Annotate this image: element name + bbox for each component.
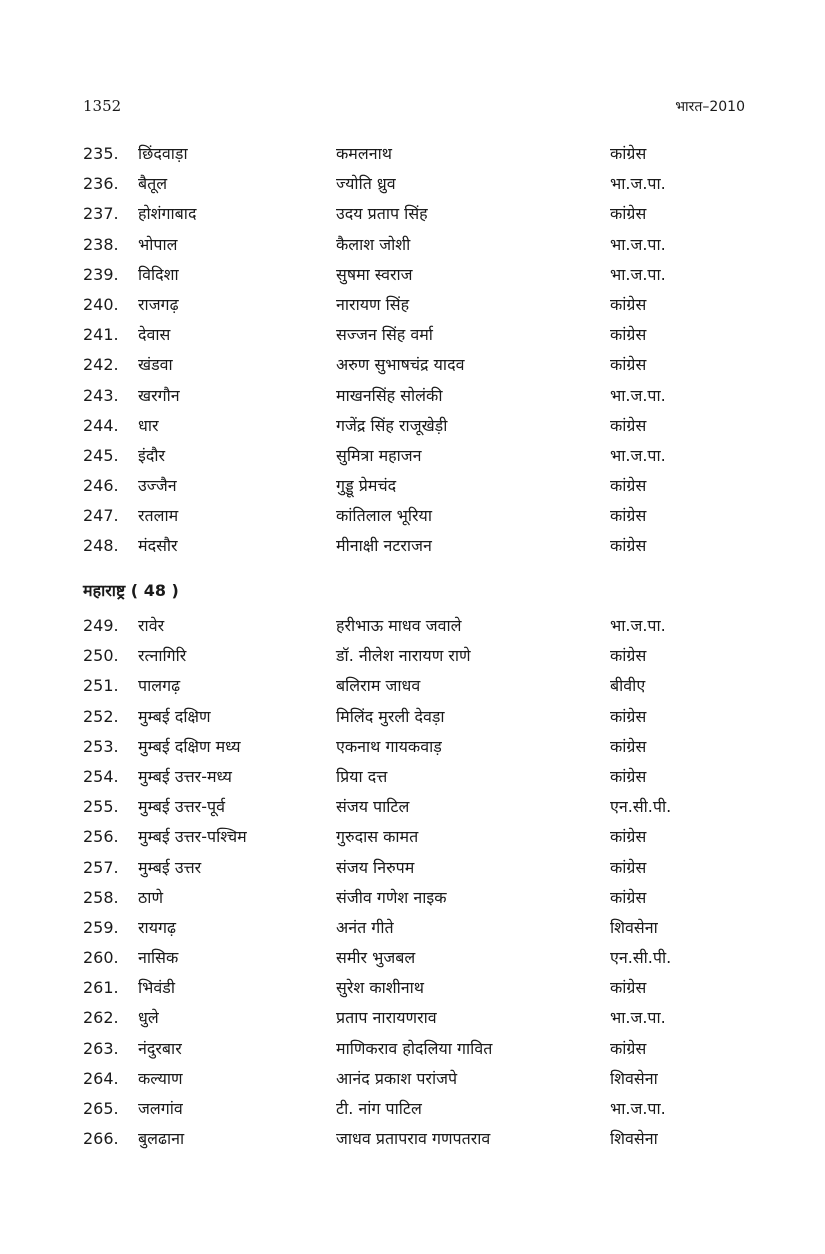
constituency-name: छिंदवाड़ा: [138, 144, 188, 163]
table-row: [83, 501, 745, 531]
table-row: [83, 611, 745, 641]
constituency-list-maharashtra: [83, 611, 745, 1154]
party-name: बीवीए: [610, 676, 646, 696]
member-name: टी. नांग पाटिल: [336, 1099, 422, 1118]
row-number: 255.: [83, 797, 119, 817]
table-row: [83, 230, 745, 260]
constituency-name: मुम्बई उत्तर: [138, 857, 202, 877]
member-name: सुरेश काशीनाथ: [336, 978, 425, 998]
constituency-name: रावेर: [138, 616, 165, 635]
member-name: कमलनाथ: [336, 144, 392, 163]
party-name: कांग्रेस: [610, 827, 647, 847]
row-number: 257.: [83, 857, 119, 877]
table-row: [83, 853, 745, 883]
member-name: अनंत गीते: [336, 917, 394, 937]
row-number: 266.: [83, 1129, 119, 1149]
table-row: [83, 531, 745, 561]
party-name: एन.सी.पी.: [610, 797, 672, 817]
row-number: 265.: [83, 1099, 119, 1118]
party-name: कांग्रेस: [610, 736, 647, 756]
member-name: प्रताप नारायणराव: [336, 1008, 437, 1028]
party-name: कांग्रेस: [610, 536, 647, 556]
row-number: 238.: [83, 234, 119, 254]
row-number: 240.: [83, 294, 119, 314]
member-name: हरीभाऊ माधव जवाले: [336, 616, 462, 635]
table-row: [83, 260, 745, 290]
party-name: कांग्रेस: [610, 766, 647, 786]
constituency-name: खंडवा: [138, 355, 173, 375]
member-name: माखनसिंह सोलंकी: [336, 385, 443, 405]
table-row: [83, 441, 745, 471]
constituency-name: रत्नागिरि: [138, 646, 187, 666]
member-name: मिलिंद मुरली देवड़ा: [336, 706, 445, 726]
table-row: [83, 792, 745, 822]
constituency-name: मुम्बई उत्तर-पूर्व: [138, 797, 225, 817]
constituency-name: बैतूल: [138, 174, 168, 194]
table-row: [83, 671, 745, 701]
member-name: कांतिलाल भूरिया: [336, 506, 432, 526]
party-name: कांग्रेस: [610, 646, 647, 666]
party-name: भा.ज.पा.: [610, 234, 666, 254]
constituency-name: धार: [138, 415, 159, 435]
constituency-name: नंदुरबार: [138, 1038, 182, 1058]
constituency-name: विदिशा: [138, 264, 179, 284]
party-name: भा.ज.पा.: [610, 616, 666, 635]
constituency-name: पालगढ़: [138, 676, 181, 696]
table-row: [83, 1094, 745, 1124]
member-name: संजीव गणेश नाइक: [336, 887, 447, 907]
party-name: भा.ज.पा.: [610, 445, 666, 465]
row-number: 249.: [83, 616, 119, 635]
member-name: गुड्डू प्रेमचंद: [336, 476, 397, 496]
party-name: एन.सी.पी.: [610, 948, 672, 968]
row-number: 263.: [83, 1038, 119, 1058]
table-row: [83, 381, 745, 411]
row-number: 239.: [83, 264, 119, 284]
table-row: [83, 943, 745, 973]
row-number: 259.: [83, 917, 119, 937]
party-name: भा.ज.पा.: [610, 1008, 666, 1028]
table-row: [83, 762, 745, 792]
row-number: 252.: [83, 706, 119, 726]
table-row: [83, 913, 745, 943]
row-number: 247.: [83, 506, 119, 526]
constituency-name: रतलाम: [138, 506, 179, 526]
member-name: उदय प्रताप सिंह: [336, 204, 428, 224]
row-number: 262.: [83, 1008, 119, 1028]
constituency-name: होशंगाबाद: [138, 204, 197, 224]
member-name: प्रिया दत्त: [336, 766, 388, 786]
member-name: आनंद प्रकाश परांजपे: [336, 1068, 458, 1088]
running-title: भारत–2010: [675, 99, 745, 115]
table-row: [83, 883, 745, 913]
constituency-name: मुम्बई उत्तर-पश्चिम: [138, 827, 247, 847]
party-name: कांग्रेस: [610, 415, 647, 435]
party-name: शिवसेना: [610, 917, 658, 937]
row-number: 250.: [83, 646, 119, 666]
constituency-name: उज्जैन: [138, 476, 177, 496]
member-name: कैलाश जोशी: [336, 234, 411, 254]
row-number: 237.: [83, 204, 119, 224]
party-name: भा.ज.पा.: [610, 174, 666, 194]
constituency-name: मुम्बई दक्षिण: [138, 706, 211, 726]
row-number: 248.: [83, 536, 119, 556]
table-row: [83, 471, 745, 501]
constituency-name: मुम्बई उत्तर-मध्य: [138, 766, 232, 786]
constituency-name: नासिक: [138, 948, 179, 968]
table-row: [83, 1003, 745, 1033]
row-number: 246.: [83, 476, 119, 496]
party-name: कांग्रेस: [610, 887, 647, 907]
party-name: भा.ज.पा.: [610, 1099, 666, 1118]
member-name: नारायण सिंह: [336, 294, 410, 314]
member-name: संजय निरुपम: [336, 857, 415, 877]
row-number: 245.: [83, 445, 119, 465]
row-number: 264.: [83, 1068, 119, 1088]
member-name: अरुण सुभाषचंद्र यादव: [336, 355, 465, 375]
table-row: [83, 169, 745, 199]
member-name: समीर भुजबल: [336, 948, 416, 968]
table-row: [83, 1064, 745, 1094]
constituency-name: जलगांव: [138, 1099, 183, 1118]
table-row: [83, 1124, 745, 1154]
party-name: शिवसेना: [610, 1068, 658, 1088]
section-heading-maharashtra: महाराष्ट्र ( 48 ): [83, 581, 179, 600]
table-row: [83, 139, 745, 169]
party-name: कांग्रेस: [610, 1038, 647, 1058]
table-row: [83, 822, 745, 852]
row-number: 241.: [83, 325, 119, 345]
constituency-name: देवास: [138, 325, 171, 345]
table-row: [83, 199, 745, 229]
member-name: गजेंद्र सिंह राजूखेड़ी: [336, 415, 448, 435]
row-number: 235.: [83, 144, 119, 163]
constituency-name: राजगढ़: [138, 294, 179, 314]
constituency-name: कल्याण: [138, 1068, 183, 1088]
party-name: कांग्रेस: [610, 325, 647, 345]
party-name: कांग्रेस: [610, 857, 647, 877]
party-name: कांग्रेस: [610, 204, 647, 224]
row-number: 244.: [83, 415, 119, 435]
constituency-name: खरगौन: [138, 385, 180, 405]
constituency-name: ठाणे: [138, 887, 164, 907]
row-number: 236.: [83, 174, 119, 194]
party-name: कांग्रेस: [610, 294, 647, 314]
party-name: कांग्रेस: [610, 978, 647, 998]
member-name: गुरुदास कामत: [336, 827, 419, 847]
table-row: [83, 290, 745, 320]
row-number: 253.: [83, 736, 119, 756]
constituency-name: धुले: [138, 1008, 159, 1028]
member-name: डॉ. नीलेश नारायण राणे: [336, 646, 471, 666]
constituency-name: इंदौर: [138, 445, 166, 465]
table-row: [83, 320, 745, 350]
constituency-name: मुम्बई दक्षिण मध्य: [138, 736, 241, 756]
constituency-name: भोपाल: [138, 234, 178, 254]
party-name: कांग्रेस: [610, 476, 647, 496]
table-row: [83, 732, 745, 762]
page-number: 1352: [83, 97, 122, 115]
member-name: बलिराम जाधव: [336, 676, 421, 696]
row-number: 243.: [83, 385, 119, 405]
table-row: [83, 1034, 745, 1064]
table-row: [83, 702, 745, 732]
row-number: 256.: [83, 827, 119, 847]
party-name: भा.ज.पा.: [610, 385, 666, 405]
constituency-name: बुलढाना: [138, 1129, 185, 1149]
constituency-name: रायगढ़: [138, 917, 176, 937]
table-row: [83, 973, 745, 1003]
member-name: सज्जन सिंह वर्मा: [336, 325, 433, 345]
member-name: मीनाक्षी नटराजन: [336, 536, 432, 556]
row-number: 261.: [83, 978, 119, 998]
member-name: संजय पाटिल: [336, 797, 410, 817]
page-header: [83, 97, 745, 121]
row-number: 258.: [83, 887, 119, 907]
party-name: कांग्रेस: [610, 706, 647, 726]
row-number: 242.: [83, 355, 119, 375]
member-name: जाधव प्रतापराव गणपतराव: [336, 1129, 491, 1149]
party-name: शिवसेना: [610, 1129, 658, 1149]
row-number: 260.: [83, 948, 119, 968]
row-number: 254.: [83, 766, 119, 786]
row-number: 251.: [83, 676, 119, 696]
party-name: भा.ज.पा.: [610, 264, 666, 284]
party-name: कांग्रेस: [610, 355, 647, 375]
member-name: ज्योति ध्रुव: [336, 174, 396, 194]
table-row: [83, 641, 745, 671]
constituency-name: भिवंडी: [138, 978, 175, 998]
party-name: कांग्रेस: [610, 506, 647, 526]
member-name: माणिकराव होदलिया गावित: [336, 1038, 493, 1058]
constituency-name: मंदसौर: [138, 536, 178, 556]
member-name: सुमित्रा महाजन: [336, 445, 422, 465]
table-row: [83, 350, 745, 380]
member-name: सुषमा स्वराज: [336, 264, 413, 284]
member-name: एकनाथ गायकवाड़: [336, 736, 442, 756]
table-row: [83, 411, 745, 441]
constituency-list-madhya-pradesh: [83, 139, 745, 562]
party-name: कांग्रेस: [610, 144, 647, 163]
